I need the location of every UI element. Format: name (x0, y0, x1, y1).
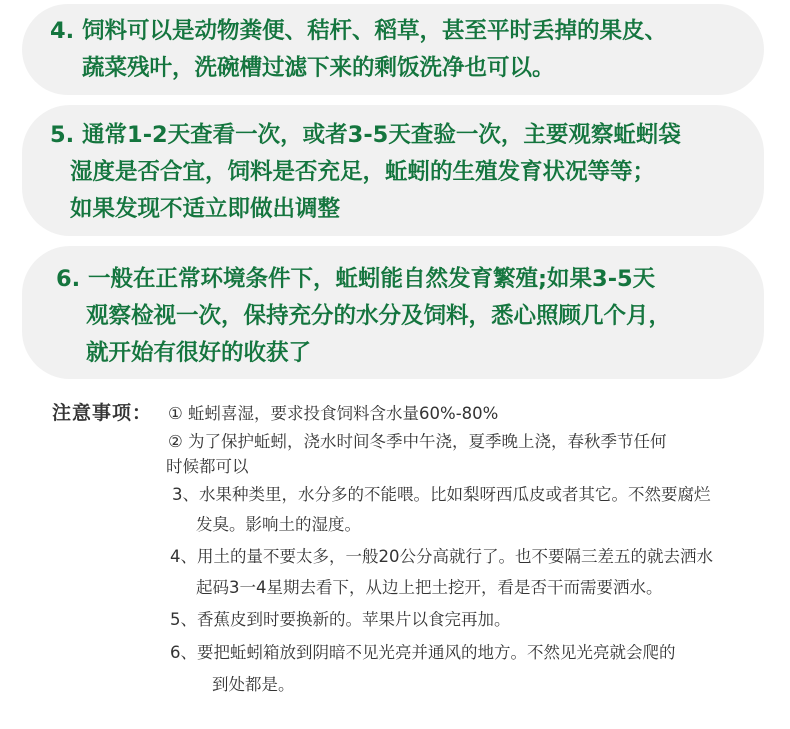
note-line: 时候都可以 (166, 457, 249, 476)
note-line: 6、要把蚯蚓箱放到阴暗不见光亮并通风的地方。不然见光亮就会爬的 (170, 643, 676, 662)
note-line: 5、香蕉皮到时要换新的。苹果片以食完再加。 (170, 610, 511, 629)
tip-5-line-1: 5. 通常1-2天查看一次，或者3-5天查验一次，主要观察蚯蚓袋 (50, 122, 681, 148)
tip-5-line-3: 如果发现不适立即做出调整 (70, 196, 341, 222)
tip-4-line-1: 4. 饲料可以是动物粪便、秸杆、稻草，甚至平时丢掉的果皮、 (50, 18, 668, 44)
tip-6-line-1: 6. 一般在正常环境条件下，蚯蚓能自然发育繁殖;如果3-5天 (56, 266, 656, 292)
note-line: 起码3一4星期去看下，从边上把土挖开，看是否干而需要洒水。 (196, 578, 663, 597)
note-line: 3、水果种类里，水分多的不能喂。比如梨呀西瓜皮或者其它。不然要腐烂 (172, 485, 711, 504)
tip-6-line-2: 观察检视一次，保持充分的水分及饲料，悉心照顾几个月， (86, 303, 672, 329)
notes-title: 注意事项： (52, 402, 153, 424)
note-line: ② 为了保护蚯蚓，浇水时间冬季中午浇，夏季晚上浇，春秋季节任何 (168, 432, 667, 451)
note-line: ① 蚯蚓喜湿，要求投食饲料含水量60%-80% (168, 404, 499, 423)
note-line: 到处都是。 (212, 675, 295, 694)
tip-6-line-3: 就开始有很好的收获了 (86, 340, 312, 366)
note-line: 4、用土的量不要太多，一般20公分高就行了。也不要隔三差五的就去洒水 (170, 547, 713, 566)
note-line: 发臭。影响土的湿度。 (196, 515, 361, 534)
tip-5-line-2: 湿度是否合宜，饲料是否充足，蚯蚓的生殖发育状况等等； (70, 159, 656, 185)
tip-4-line-2: 蔬菜残叶，洗碗槽过滤下来的剩饭洗净也可以。 (82, 55, 555, 81)
